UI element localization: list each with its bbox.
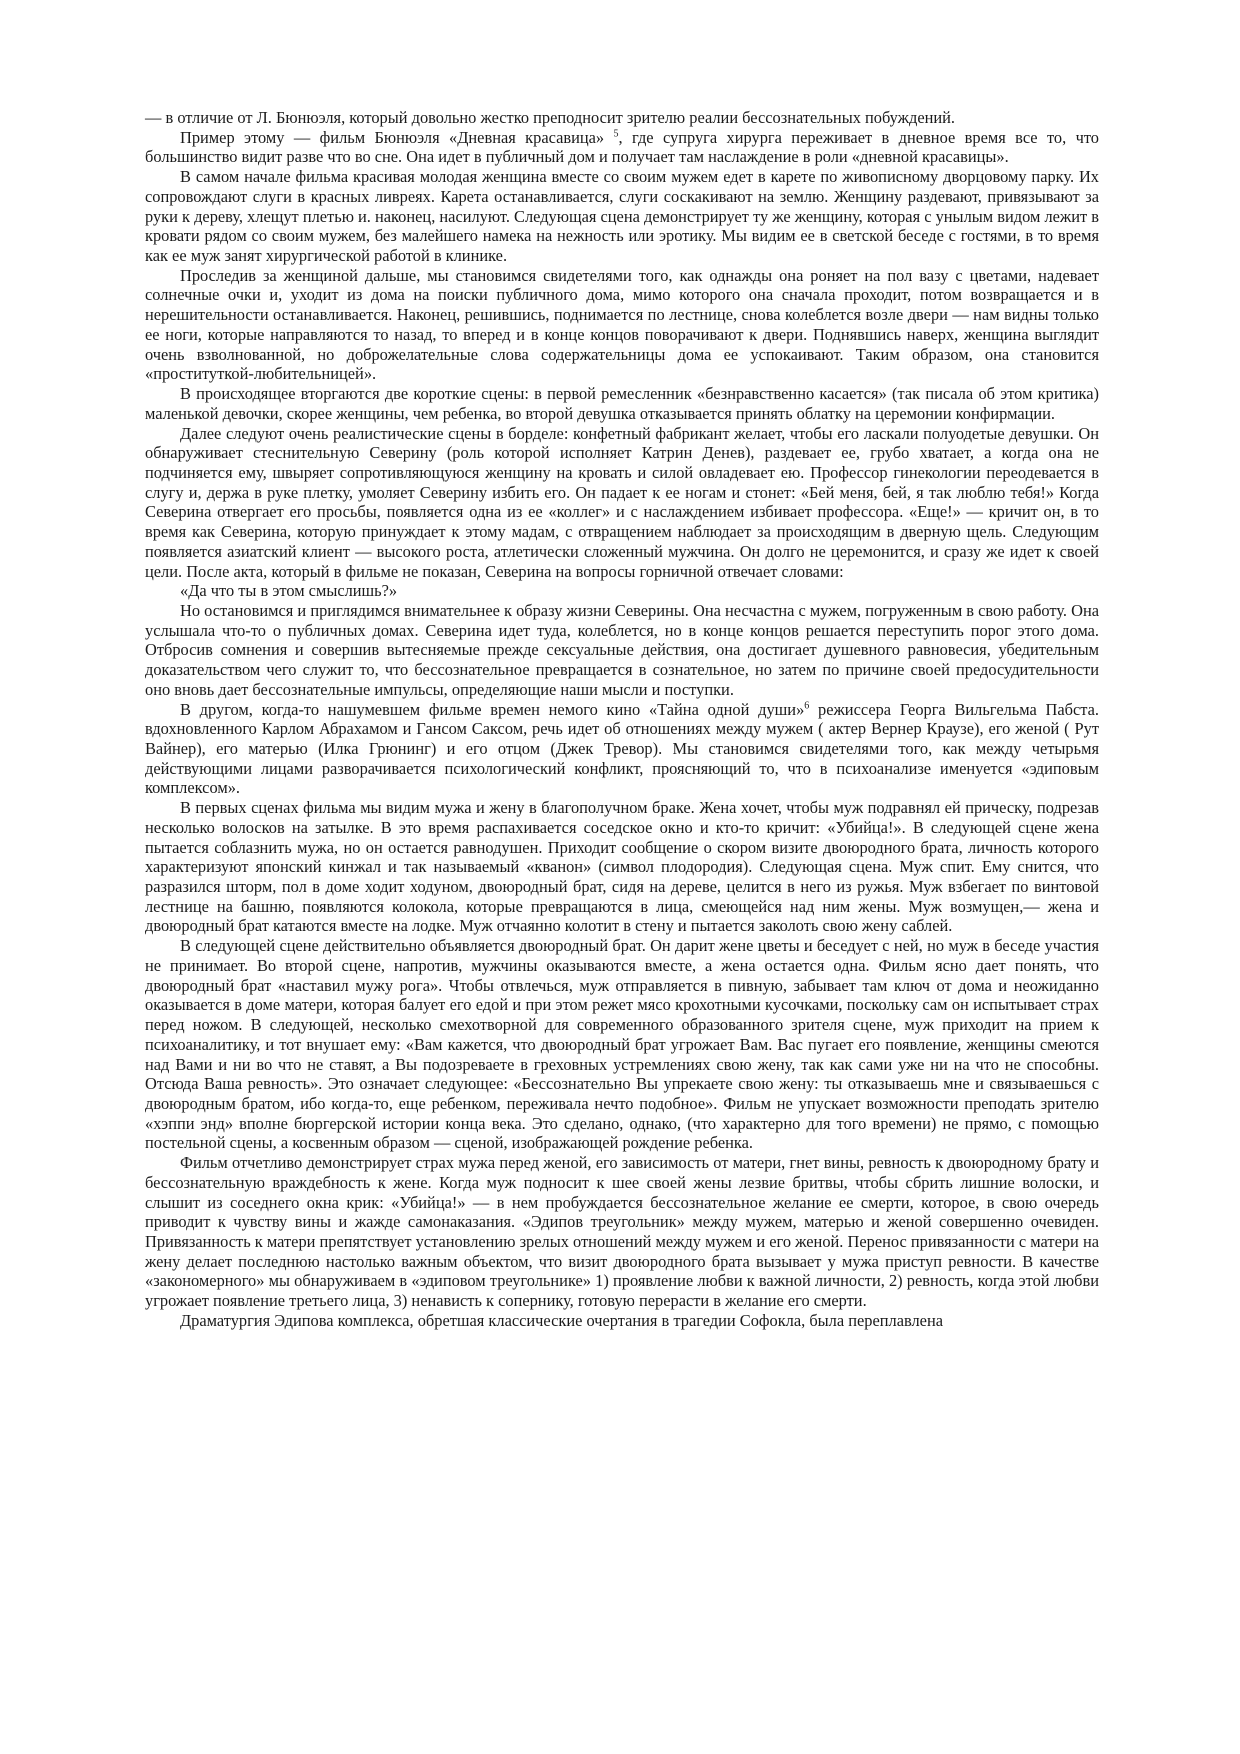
footnote-ref: 6 <box>804 700 810 712</box>
paragraph: Фильм отчетливо демонстрирует страх мужа перед женой, его зависимость от матери, гнет вины, ревность к двоюродному брату и бессознательную враждебность к жене. Когда муж подносит к шее своей жены лезвие бритвы, чтобы сбрить лишние волоски, и слышит из соседнего окна крик: «Убийца!» — в нем пробуждается бессознательное желание ее смерти, которое, в свою очередь приводит к чувству вины и жажде самонаказания. «Эдипов треугольник» между мужем, матерью и женой совершенно очевиден. Привязанность к матери препятствует установлению зрелых отношений между мужем и его женой. Перенос привязанности с матери на жену делает последнюю настолько важным объектом, что визит двоюродного брата вызывает у мужа приступ ревности. В качестве «закономерного» мы обнаруживаем в «эдиповом треугольнике» 1) проявление любви к важной личности, 2) ревность, когда этой любви угрожает появление третьего лица, 3) ненависть к сопернику, готовую перерасти в желание его смерти. <box>145 1153 1099 1311</box>
paragraph: Драматургия Эдипова комплекса, обретшая классические очертания в трагедии Софокла, была переплавлена <box>180 1310 944 1330</box>
paragraph <box>145 128 1099 167</box>
paragraph: В происходящее вторгаются две короткие сцены: в первой ремесленник «безнравственно касается» (так писала об этом критика) маленькой девочки, скорее женщины, чем ребенка, во второй девушка отказывается принять облатку на церемонии конфирмации. <box>145 384 1099 423</box>
document-page <box>145 108 1099 1331</box>
paragraph <box>145 700 1099 799</box>
paragraph: Но остановимся и приглядимся внимательнее к образу жизни Северины. Она несчастна с мужем, погруженным в свою работу. Она услышала что-то о публичных домах. Северина идет туда, колеблется, но в конце концов решается переступить порог этого дома. Отбросив сомнения и совершив вытесняемые прежде сексуальные действия, она достигает душевного равновесия, убедительным доказательством чего служит то, что бессознательное превращается в сознательное, но затем по причине своей предосудительности оно вновь дает бессознательные импульсы, определяющие наши мысли и поступки. <box>145 600 1099 699</box>
footnote-ref: 5 <box>613 128 619 140</box>
paragraph: В самом начале фильма красивая молодая женщина вместе со своим мужем едет в карете по живописному дворцовому парку. Их сопровождают слуги в красных ливреях. Карета останавливается, слуги соскакивают на землю. Женщину раздевают, привязывают за руки к дереву, хлещут плетью и. наконец, насилуют. Следующая сцена демонстрирует ту же женщину, которая с унылым видом лежит в кровати рядом со своим мужем, без малейшего намека на нежность или эротику. Мы видим ее в светской беседе с гостями, в то время как ее муж занят хирургической работой в клинике. <box>145 167 1099 266</box>
paragraph: — в отличие от Л. Бюнюэля, который довольно жестко преподносит зрителю реалии бессознательных побуждений. <box>145 108 956 127</box>
paragraph-text: Пример этому — фильм Бюнюэля «Дневная красавица» <box>180 127 614 147</box>
paragraph: Далее следуют очень реалистические сцены в борделе: конфетный фабрикант желает, чтобы его ласкали полуодетые девушки. Он обнаруживает стеснительную Северину (роль которой исполняет Катрин Денев), раздевает ее, грубо хватает, а когда она не подчиняется ему, швыряет сопротивляющуюся женщину на кровать и силой овладевает ею. Профессор гинекологии переодевается в слугу и, держа в руке плетку, умоляет Северину избить его. Он падает к ее ногам и стонет: «Бей меня, бей, я так люблю тебя!» Когда Северина отвергает его просьбы, появляется одна из ее «коллег» и с наслаждением избивает профессора. «Еще!» — кричит он, в то время как Северина, которую принуждает к этому мадам, с отвращением наблюдает за происходящим в дверную щель. Следующим появляется азиатский клиент — высокого роста, атлетически сложенный мужчина. Он долго не церемонится, и сразу же идет к своей цели. После акта, который в фильме не показан, Северина на вопросы горничной отвечает словами: <box>145 423 1099 581</box>
paragraph: В первых сценах фильма мы видим мужа и жену в благополучном браке. Жена хочет, чтобы муж подравнял ей прическу, подрезав несколько волосков на затылке. В это время распахивается соседское окно и кто-то кричит: «Убийца!». В следующей сцене жена пытается соблазнить мужа, но он остается равнодушен. Приходит сообщение о скором визите двоюродного брата, личность которого характеризуют японский кинжал и так называемый «кванон» (символ плодородия). Следующая сцена. Муж спит. Ему снится, что разразился шторм, пол в доме ходит ходуном, двоюродный брат, сидя на дереве, целится в него из ружья. Муж взбегает по винтовой лестнице на башню, появляются колокола, которые превращаются в лица, смеющейся над ним жены. Муж возмущен,— жена и двоюродный брат катаются вместе на лодке. Муж отчаянно колотит в стену и пытается заколоть свою жену саблей. <box>145 798 1099 936</box>
paragraph-text: режиссера Георга Вильгельма Пабста. вдохновленного Карлом Абрахамом и Гансом Саксом, речь идет об отношениях между мужем ( актер Вернер Краузе), его женой ( Рут Вайнер), его матерью (Илка Грюнинг) и его отцом (Джек Тревор). Мы становимся свидетелями того, как между четырьмя действующими лицами разворачивается психологический конфликт, проясняющий то, что в психоанализе именуется «эдиповым комплексом». <box>145 699 1099 798</box>
paragraph: Проследив за женщиной дальше, мы становимся свидетелями того, как однажды она роняет на пол вазу с цветами, надевает солнечные очки и, уходит из дома на поиски публичного дома, мимо которого она сначала проходит, потом возвращается и в нерешительности останавливается. Наконец, решившись, поднимается по лестнице, снова колеблется возле двери — нам видны только ее ноги, которые направляются то назад, то вперед и в конце концов поворачивают к двери. Поднявшись наверх, женщина выглядит очень взволнованной, но доброжелательные слова содержательницы дома ее успокаивают. Таким образом, она становится «проституткой-любительницей». <box>145 265 1099 384</box>
paragraph-text: , где супруга хирурга переживает в дневное время все то, что большинство видит разве что во сне. Она идет в публичный дом и получает там наслаждение в роли «дневной красавицы». <box>145 127 1100 167</box>
paragraph: В следующей сцене действительно объявляется двоюродный брат. Он дарит жене цветы и беседует с ней, но муж в беседе участия не принимает. Во второй сцене, напротив, мужчины оказываются вместе, а жена остается одна. Фильм ясно дает понять, что двоюродный брат «наставил мужу рога». Чтобы отвлечься, муж отправляется в пивную, забывает там ключ от дома и неожиданно оказывается в доме матери, которая балует его едой и при этом режет мясо крохотными кусочками, поскольку сам он испытывает страх перед ножом. В следующей, несколько смехотворной для современного образованного зрителя сцене, муж приходит на прием к психоаналитику, и тот внушает ему: «Вам кажется, что двоюродный брат угрожает Вам. Вас пугает его появление, женщины смеются над Вами и ни во что не ставят, а Вы подозреваете в греховных устремлениях свою жену, так как сами уже ни на что не способны. Отсюда Ваша ревность». Это означает следующее: «Бессознательно Вы упрекаете свою жену: ты отказываешь мне и связываешься с двоюродным братом, ибо когда-то, еще ребенком, переживала нечто подобное». Фильм не упускает возможности преподать зрителю «хэппи энд» вполне бюргерской истории конца века. Это сделано, однако, (что характерно для того времени) не прямо, с помощью постельной сцены, а косвенным образом — сценой, изображающей рождение ребенка. <box>145 936 1099 1153</box>
paragraph-text: В другом, когда-то нашумевшем фильме времен немого кино «Тайна одной души» <box>180 699 805 719</box>
paragraph-quote: «Да что ты в этом смыслишь?» <box>180 581 398 601</box>
